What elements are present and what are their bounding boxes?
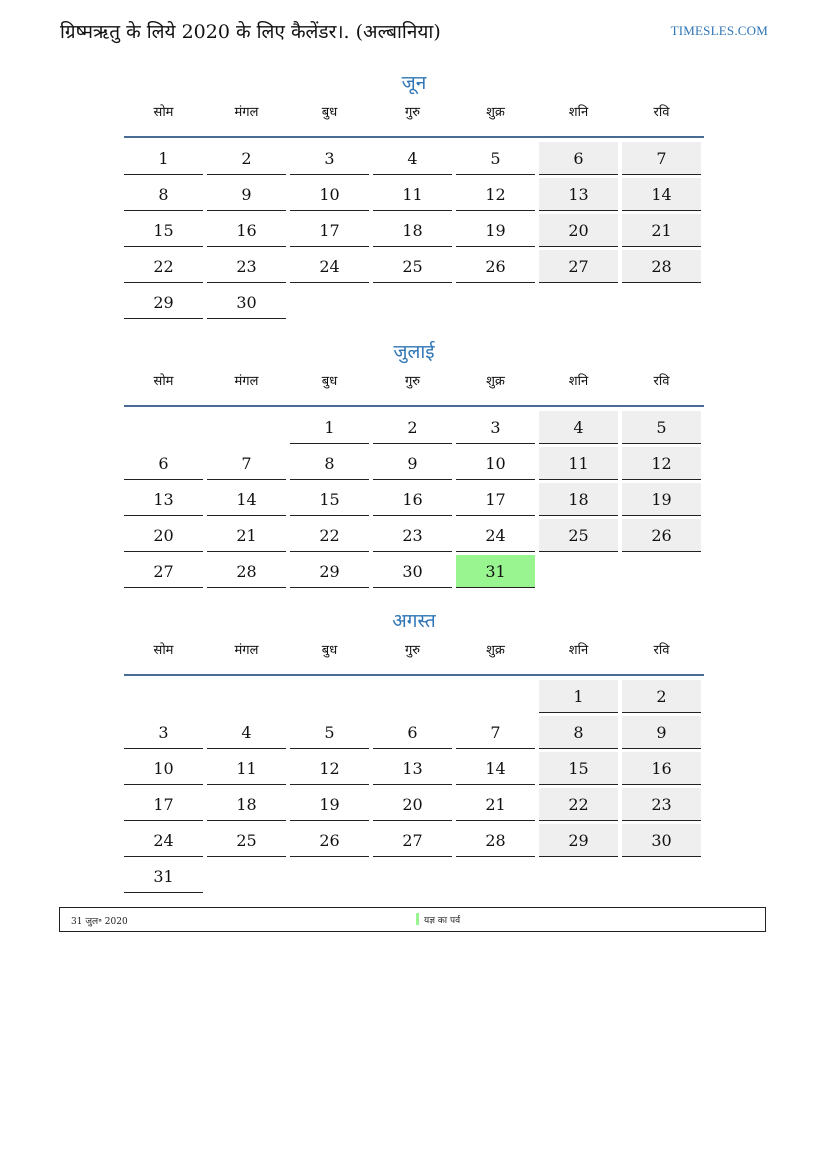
day-cell: 7 — [456, 716, 535, 749]
weekday-label: गुरु — [404, 643, 421, 658]
day-cell: 26 — [622, 519, 701, 552]
day-cell: 10 — [290, 178, 369, 211]
day-cell: 28 — [456, 824, 535, 857]
legend-holiday-name: यज्ञ का पर्व — [424, 916, 461, 926]
week-row — [124, 286, 704, 322]
holiday-day-cell: 31 — [456, 555, 535, 588]
day-cell: 13 — [124, 483, 203, 516]
day-cell: 29 — [124, 286, 203, 319]
day-cell: 11 — [539, 447, 618, 480]
empty-day-cell — [290, 680, 369, 713]
day-cell: 19 — [622, 483, 701, 516]
day-cell: 6 — [539, 142, 618, 175]
day-cell: 24 — [124, 824, 203, 857]
empty-day-cell — [622, 860, 701, 893]
day-cell: 27 — [373, 824, 452, 857]
holiday-color-marker — [416, 913, 419, 925]
weekday-label: शनि — [568, 374, 589, 389]
day-cell: 1 — [124, 142, 203, 175]
empty-day-cell — [290, 860, 369, 893]
day-cell: 12 — [456, 178, 535, 211]
day-cell: 23 — [373, 519, 452, 552]
day-cell: 19 — [290, 788, 369, 821]
day-cell: 17 — [456, 483, 535, 516]
day-cell: 18 — [373, 214, 452, 247]
day-cell: 9 — [207, 178, 286, 211]
day-cell: 10 — [456, 447, 535, 480]
day-cell: 21 — [207, 519, 286, 552]
week-row — [124, 214, 704, 250]
month-title: जून — [401, 72, 427, 94]
month-grid — [124, 407, 704, 591]
week-row — [124, 680, 704, 716]
weekday-label: मंगल — [234, 643, 259, 658]
week-row — [124, 178, 704, 214]
empty-day-cell — [124, 411, 203, 444]
day-cell: 3 — [124, 716, 203, 749]
day-cell: 28 — [207, 555, 286, 588]
week-row — [124, 483, 704, 519]
day-cell: 1 — [539, 680, 618, 713]
day-cell: 19 — [456, 214, 535, 247]
weekday-label: बुध — [321, 105, 338, 120]
day-cell: 13 — [539, 178, 618, 211]
day-cell: 8 — [539, 716, 618, 749]
month-july — [124, 337, 704, 591]
day-cell: 8 — [124, 178, 203, 211]
empty-day-cell — [622, 555, 701, 588]
day-cell: 1 — [290, 411, 369, 444]
day-cell: 26 — [290, 824, 369, 857]
empty-day-cell — [290, 286, 369, 319]
weekday-label: शुक्र — [486, 643, 505, 658]
day-cell: 23 — [207, 250, 286, 283]
day-cell: 17 — [124, 788, 203, 821]
day-cell: 29 — [290, 555, 369, 588]
week-row — [124, 519, 704, 555]
empty-day-cell — [539, 555, 618, 588]
day-cell: 15 — [124, 214, 203, 247]
day-cell: 28 — [622, 250, 701, 283]
month-title: जुलाई — [393, 341, 435, 363]
day-cell: 20 — [539, 214, 618, 247]
day-cell: 27 — [539, 250, 618, 283]
empty-day-cell — [539, 286, 618, 319]
day-cell: 20 — [124, 519, 203, 552]
week-row — [124, 788, 704, 824]
month-title: अगस्त — [392, 610, 436, 632]
day-cell: 16 — [373, 483, 452, 516]
day-cell: 8 — [290, 447, 369, 480]
empty-day-cell — [207, 860, 286, 893]
day-cell: 15 — [539, 752, 618, 785]
weekday-label: मंगल — [234, 374, 259, 389]
day-cell: 3 — [456, 411, 535, 444]
day-cell: 22 — [290, 519, 369, 552]
week-row — [124, 250, 704, 286]
week-row — [124, 411, 704, 447]
page-title: ग्रिष्मऋतु के लिये 2020 के लिए कैलेंडर।. (अल्बानिया) — [60, 21, 441, 43]
empty-day-cell — [373, 860, 452, 893]
day-cell: 6 — [124, 447, 203, 480]
weekday-label: रवि — [653, 105, 670, 120]
empty-day-cell — [207, 411, 286, 444]
day-cell: 16 — [207, 214, 286, 247]
day-cell: 5 — [456, 142, 535, 175]
day-cell: 5 — [622, 411, 701, 444]
empty-day-cell — [622, 286, 701, 319]
day-cell: 11 — [373, 178, 452, 211]
day-cell: 18 — [207, 788, 286, 821]
day-cell: 4 — [207, 716, 286, 749]
weekday-label: रवि — [653, 374, 670, 389]
day-cell: 14 — [207, 483, 286, 516]
day-cell: 4 — [539, 411, 618, 444]
day-cell: 9 — [373, 447, 452, 480]
day-cell: 31 — [124, 860, 203, 893]
week-row — [124, 716, 704, 752]
empty-day-cell — [207, 680, 286, 713]
weekday-label: गुरु — [404, 374, 421, 389]
weekday-label: सोम — [153, 374, 174, 389]
weekday-label: शनि — [568, 105, 589, 120]
day-cell: 24 — [456, 519, 535, 552]
week-row — [124, 860, 704, 896]
week-row — [124, 555, 704, 591]
day-cell: 21 — [456, 788, 535, 821]
day-cell: 12 — [622, 447, 701, 480]
month-grid — [124, 676, 704, 896]
week-row — [124, 447, 704, 483]
day-cell: 25 — [207, 824, 286, 857]
day-cell: 21 — [622, 214, 701, 247]
day-cell: 7 — [622, 142, 701, 175]
day-cell: 14 — [622, 178, 701, 211]
day-cell: 13 — [373, 752, 452, 785]
day-cell: 12 — [290, 752, 369, 785]
weekday-header — [124, 636, 704, 676]
day-cell: 7 — [207, 447, 286, 480]
week-row — [124, 142, 704, 178]
day-cell: 22 — [539, 788, 618, 821]
weekday-label: रवि — [653, 643, 670, 658]
legend-date: 31 जुल॰ 2020 — [71, 917, 128, 927]
month-june — [124, 68, 704, 322]
day-cell: 25 — [539, 519, 618, 552]
empty-day-cell — [373, 680, 452, 713]
day-cell: 2 — [373, 411, 452, 444]
day-cell: 30 — [207, 286, 286, 319]
weekday-header — [124, 367, 704, 407]
day-cell: 27 — [124, 555, 203, 588]
empty-day-cell — [124, 680, 203, 713]
empty-day-cell — [456, 286, 535, 319]
week-row — [124, 752, 704, 788]
weekday-header — [124, 98, 704, 138]
day-cell: 6 — [373, 716, 452, 749]
day-cell: 9 — [622, 716, 701, 749]
empty-day-cell — [456, 860, 535, 893]
weekday-label: सोम — [153, 643, 174, 658]
day-cell: 29 — [539, 824, 618, 857]
weekday-label: मंगल — [234, 105, 259, 120]
day-cell: 11 — [207, 752, 286, 785]
weekday-label: बुध — [321, 374, 338, 389]
weekday-label: शुक्र — [486, 105, 505, 120]
day-cell: 26 — [456, 250, 535, 283]
empty-day-cell — [539, 860, 618, 893]
day-cell: 16 — [622, 752, 701, 785]
day-cell: 15 — [290, 483, 369, 516]
day-cell: 2 — [622, 680, 701, 713]
empty-day-cell — [373, 286, 452, 319]
day-cell: 23 — [622, 788, 701, 821]
day-cell: 14 — [456, 752, 535, 785]
month-august — [124, 606, 704, 896]
day-cell: 10 — [124, 752, 203, 785]
site-link[interactable]: TIMESLES.COM — [670, 23, 768, 38]
day-cell: 18 — [539, 483, 618, 516]
day-cell: 20 — [373, 788, 452, 821]
weekday-label: गुरु — [404, 105, 421, 120]
day-cell: 30 — [373, 555, 452, 588]
week-row — [124, 824, 704, 860]
day-cell: 25 — [373, 250, 452, 283]
weekday-label: शुक्र — [486, 374, 505, 389]
empty-day-cell — [456, 680, 535, 713]
day-cell: 22 — [124, 250, 203, 283]
month-grid — [124, 138, 704, 322]
day-cell: 5 — [290, 716, 369, 749]
day-cell: 17 — [290, 214, 369, 247]
day-cell: 4 — [373, 142, 452, 175]
day-cell: 2 — [207, 142, 286, 175]
day-cell: 30 — [622, 824, 701, 857]
weekday-label: सोम — [153, 105, 174, 120]
weekday-label: बुध — [321, 643, 338, 658]
day-cell: 3 — [290, 142, 369, 175]
weekday-label: शनि — [568, 643, 589, 658]
holiday-legend — [59, 907, 766, 932]
day-cell: 24 — [290, 250, 369, 283]
